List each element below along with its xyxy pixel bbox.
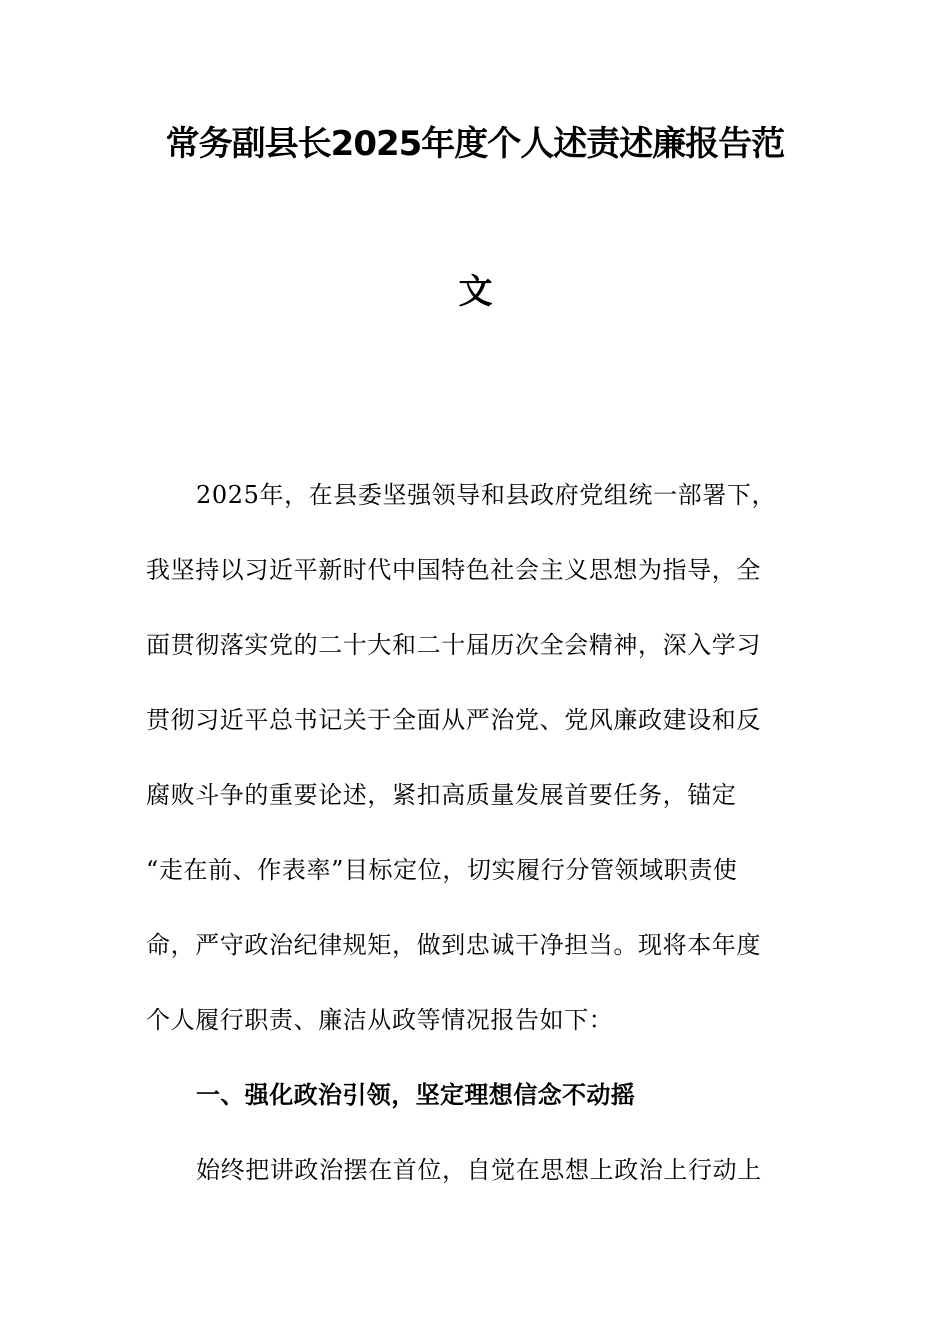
paragraph-line: 2025年，在县委坚强领导和县政府党组统一部署下， [196, 481, 777, 509]
paragraph-line: “走在前、作表率”目标定位，切实履行分管领域职责使 [146, 856, 738, 884]
paragraph-line: 腐败斗争的重要论述，紧扣高质量发展首要任务，锚定 [146, 781, 737, 809]
paragraph-line: 贯彻习近平总书记关于全面从严治党、党风廉政建设和反 [146, 706, 761, 734]
paragraph-line: 面贯彻落实党的二十大和二十届历次全会精神，深入学习 [146, 631, 761, 659]
paragraph-line: 我坚持以习近平新时代中国特色社会主义思想为指导，全 [146, 556, 761, 584]
paragraph-line: 命，严守政治纪律规矩，做到忠诚干净担当。现将本年度 [146, 931, 761, 959]
document-title-line-2: 文 [458, 272, 492, 312]
paragraph-line: 个人履行职责、廉洁从政等情况报告如下： [146, 1006, 614, 1034]
paragraph-line: 始终把讲政治摆在首位，自觉在思想上政治上行动上 [196, 1156, 762, 1184]
section-heading: 一、强化政治引领，坚定理想信念不动摇 [196, 1081, 636, 1109]
document-title-line-1: 常务副县长2025年度个人述责述廉报告范 [165, 124, 785, 164]
